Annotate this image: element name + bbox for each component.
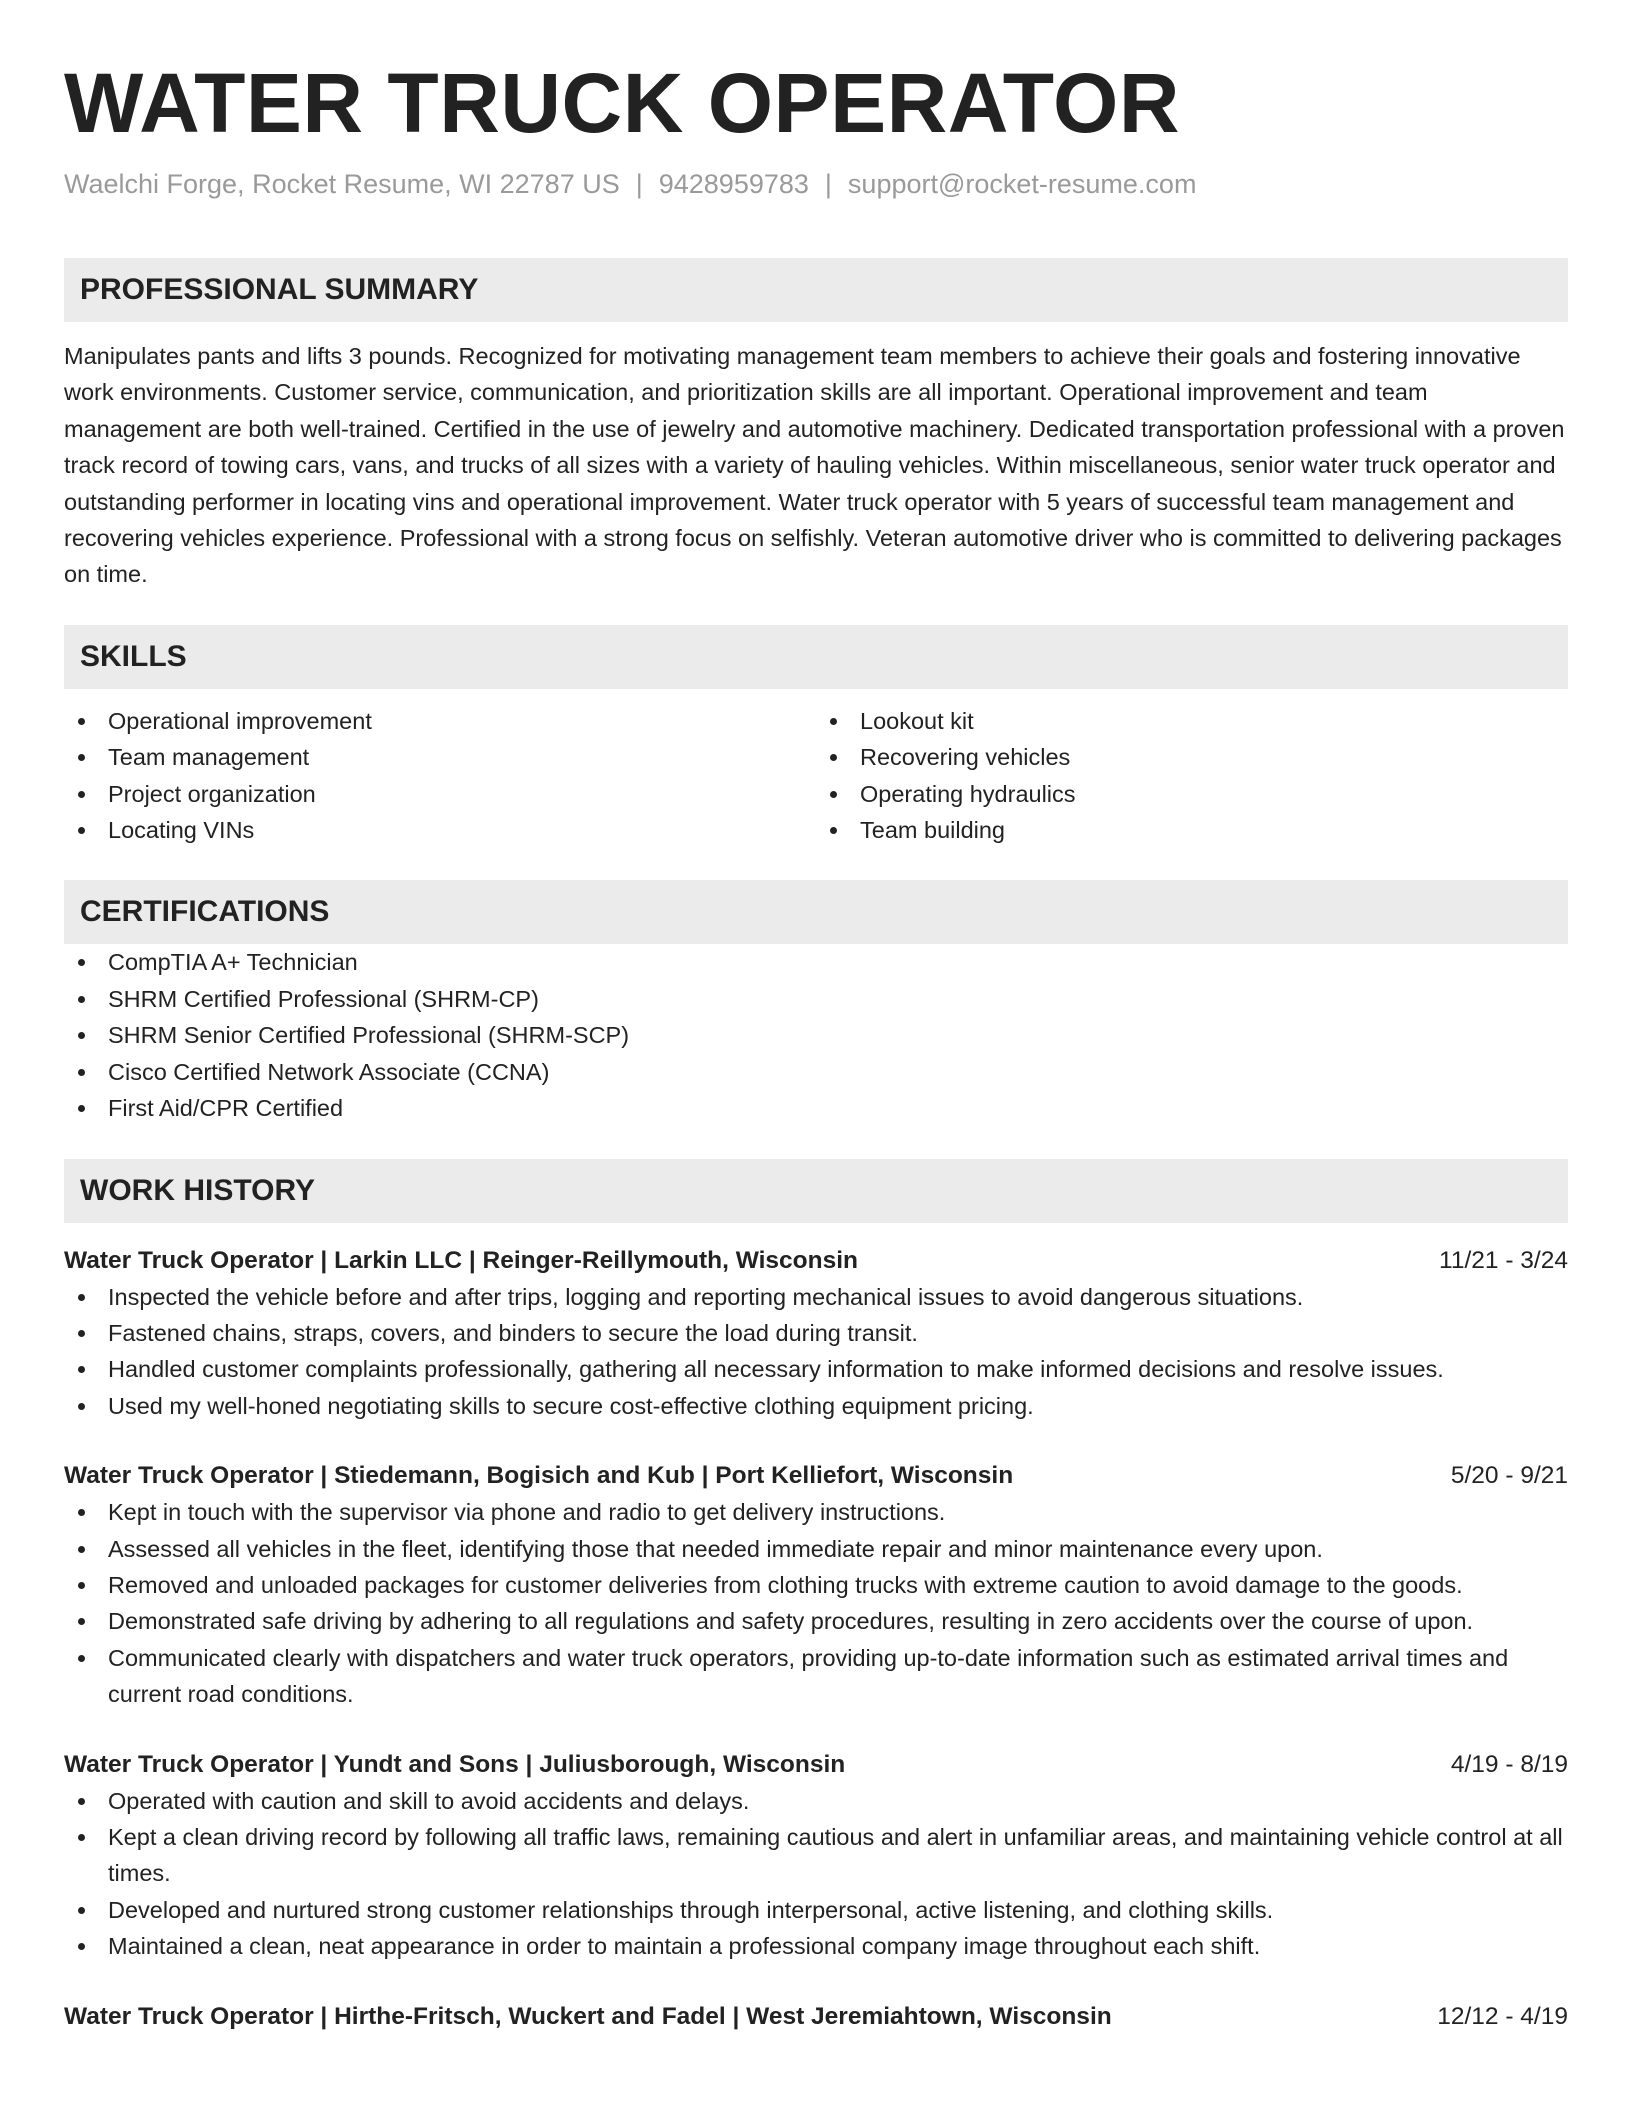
job-bullet [64, 1531, 1568, 1567]
bullet-dot-icon [830, 718, 837, 725]
bullet-dot-icon [78, 1907, 85, 1914]
job-bullet-text: Developed and nurtured strong customer relationships through interpersonal, active listening, and clothing skills. [108, 1896, 1274, 1923]
contact-separator: | [824, 169, 832, 199]
job-bullet-text: Assessed all vehicles in the fleet, identifying those that needed immediate repair and minor maintenance every upon. [108, 1535, 1323, 1562]
job-bullet-text: Communicated clearly with dispatchers and water truck operators, providing up-to-date information such as estimated arrival times and current road conditions. [108, 1644, 1509, 1708]
job-bullet-text: Maintained a clean, neat appearance in order to maintain a professional company image throughout each shift. [108, 1933, 1261, 1960]
job-header [64, 1999, 1568, 2035]
bullet-dot-icon [78, 1330, 85, 1337]
skill-item [816, 776, 1568, 812]
bullet-dot-icon [78, 827, 85, 834]
skill-item-text: Lookout kit [860, 707, 974, 734]
certification-item-text: CompTIA A+ Technician [108, 949, 358, 976]
job-entry [64, 1747, 1568, 1965]
job-bullet-text: Inspected the vehicle before and after trips, logging and reporting mechanical issues to avoid dangerous situations. [108, 1283, 1304, 1310]
job-bullet [64, 1567, 1568, 1603]
skill-item [64, 812, 816, 848]
bullet-dot-icon [830, 754, 837, 761]
job-dates: 4/19 - 8/19 [1450, 1750, 1568, 1778]
skill-item [64, 776, 816, 812]
certification-item-text: SHRM Senior Certified Professional (SHRM-SCP) [108, 1022, 630, 1049]
skill-item [64, 703, 816, 739]
bullet-dot-icon [78, 1546, 85, 1553]
job-bullet [64, 1783, 1568, 1819]
job-bullet-text: Operated with caution and skill to avoid accidents and delays. [108, 1787, 750, 1814]
job-bullet [64, 1892, 1568, 1928]
skills-column-left [64, 703, 816, 849]
job-header [64, 1458, 1568, 1494]
job-bullet [64, 1928, 1568, 1964]
skill-item-text: Operating hydraulics [860, 780, 1076, 807]
bullet-dot-icon [78, 1105, 85, 1112]
section-heading-work-history: WORK HISTORY [64, 1159, 1568, 1223]
certification-item [64, 1054, 1568, 1090]
section-heading-summary: PROFESSIONAL SUMMARY [64, 258, 1568, 322]
contact-email: support@rocket-resume.com [847, 169, 1197, 199]
bullet-dot-icon [78, 1798, 85, 1805]
bullet-dot-icon [78, 1943, 85, 1950]
job-entry [64, 1243, 1568, 1425]
bullet-dot-icon [78, 1618, 85, 1625]
skills-column-right [816, 703, 1568, 849]
bullet-dot-icon [78, 718, 85, 725]
bullet-dot-icon [78, 754, 85, 761]
job-title: Water Truck Operator | Stiedemann, Bogisich and Kub | Port Kelliefort, Wisconsin [64, 1462, 1014, 1490]
skill-item [816, 812, 1568, 848]
skill-item-text: Locating VINs [108, 817, 255, 844]
job-title: Water Truck Operator | Yundt and Sons | Juliusborough, Wisconsin [64, 1750, 846, 1778]
bullet-dot-icon [78, 1509, 85, 1516]
skill-item-text: Team management [108, 744, 310, 771]
skills-list-left [64, 703, 816, 849]
job-dates: 5/20 - 9/21 [1450, 1462, 1568, 1490]
skill-item-text: Team building [860, 817, 1006, 844]
certification-item [64, 1090, 1568, 1126]
job-header [64, 1243, 1568, 1279]
job-bullet-text: Handled customer complaints professionally, gathering all necessary information to make informed decisions and resolve issues. [108, 1356, 1444, 1383]
job-header [64, 1747, 1568, 1783]
bullet-dot-icon [78, 1403, 85, 1410]
job-dates: 11/21 - 3/24 [1439, 1246, 1568, 1274]
job-entry [64, 1999, 1568, 2035]
bullet-dot-icon [830, 791, 837, 798]
bullet-dot-icon [78, 1655, 85, 1662]
bullet-dot-icon [78, 996, 85, 1003]
contact-phone: 9428959783 [658, 169, 809, 199]
job-entry [64, 1458, 1568, 1712]
bullet-dot-icon [78, 791, 85, 798]
bullet-dot-icon [830, 827, 837, 834]
job-bullet [64, 1279, 1568, 1315]
job-bullet-text: Used my well-honed negotiating skills to secure cost-effective clothing equipment pricing. [108, 1392, 1034, 1419]
contact-separator: | [635, 169, 643, 199]
job-bullet [64, 1603, 1568, 1639]
certification-item [64, 944, 1568, 980]
job-bullet-text: Kept a clean driving record by following all traffic laws, remaining cautious and alert in unfamiliar areas, and maintaining vehicle control at all times. [108, 1823, 1563, 1887]
certification-item [64, 981, 1568, 1017]
job-bullet [64, 1640, 1568, 1713]
bullet-dot-icon [78, 1834, 85, 1841]
job-title: Water Truck Operator | Hirthe-Fritsch, Wuckert and Fadel | West Jeremiahtown, Wisconsin [64, 2002, 1112, 2030]
job-bullet-text: Removed and unloaded packages for customer deliveries from clothing trucks with extreme caution to avoid damage to the goods. [108, 1571, 1463, 1598]
job-dates: 12/12 - 4/19 [1437, 2002, 1568, 2030]
section-heading-certifications: CERTIFICATIONS [64, 880, 1568, 944]
job-bullet [64, 1315, 1568, 1351]
skill-item [64, 739, 816, 775]
bullet-dot-icon [78, 1582, 85, 1589]
certification-item [64, 1017, 1568, 1053]
job-bullet-list [64, 1279, 1568, 1425]
bullet-dot-icon [78, 1294, 85, 1301]
skill-item-text: Project organization [108, 780, 316, 807]
summary-text: Manipulates pants and lifts 3 pounds. Recognized for motivating management team members to achieve their goals and fostering innovative work environments. Customer service, communication, and prioritization skills are all important. Operational improvement and team management are both well-trained. Certified in the use of jewelry and automotive machinery. Dedicated transportation professional with a proven track record of towing cars, vans, and trucks of all sizes with a variety of hauling vehicles. Within miscellaneous, senior water truck operator and outstanding performer in locating vins and operational improvement. Water truck operator with 5 years of successful team management and recovering vehicles experience. Professional with a strong focus on selfishly. Veteran automotive driver who is committed to delivering packages on time. [64, 343, 1565, 588]
certification-item-text: SHRM Certified Professional (SHRM-CP) [108, 985, 539, 1012]
job-bullet-text: Kept in touch with the supervisor via phone and radio to get delivery instructions. [108, 1499, 946, 1526]
bullet-dot-icon [78, 1366, 85, 1373]
job-bullet [64, 1388, 1568, 1424]
job-bullet [64, 1494, 1568, 1530]
bullet-dot-icon [78, 959, 85, 966]
certification-item-text: Cisco Certified Network Associate (CCNA) [108, 1058, 550, 1085]
contact-address: Waelchi Forge, Rocket Resume, WI 22787 US [64, 169, 620, 199]
job-bullet-list [64, 1783, 1568, 1965]
job-bullet [64, 1351, 1568, 1387]
job-title: Water Truck Operator | Larkin LLC | Reinger-Reillymouth, Wisconsin [64, 1246, 858, 1274]
section-heading-skills: SKILLS [64, 625, 1568, 689]
job-bullet [64, 1819, 1568, 1892]
job-bullet-list [64, 1494, 1568, 1712]
job-bullet-text: Fastened chains, straps, covers, and binders to secure the load during transit. [108, 1319, 918, 1346]
skill-item-text: Recovering vehicles [860, 744, 1071, 771]
work-history-list [64, 1243, 1568, 2035]
job-bullet-text: Demonstrated safe driving by adhering to all regulations and safety procedures, resulting in zero accidents over the course of upon. [108, 1608, 1474, 1635]
skill-item-text: Operational improvement [108, 707, 372, 734]
certifications-list [64, 944, 1568, 1126]
certification-item-text: First Aid/CPR Certified [108, 1095, 344, 1122]
bullet-dot-icon [78, 1069, 85, 1076]
resume-name: WATER TRUCK OPERATOR [64, 56, 1180, 150]
skill-item [816, 703, 1568, 739]
skills-grid [64, 703, 1568, 849]
skills-list-right [816, 703, 1568, 849]
contact-line [64, 166, 1568, 202]
skill-item [816, 739, 1568, 775]
bullet-dot-icon [78, 1032, 85, 1039]
